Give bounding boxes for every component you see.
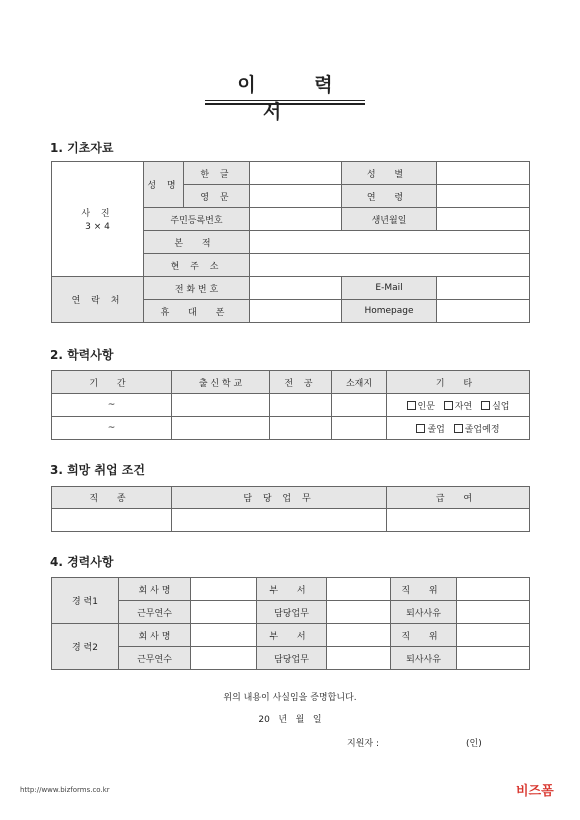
career2-dept-field[interactable] bbox=[327, 624, 391, 647]
korean-name-field[interactable] bbox=[250, 162, 342, 185]
education-school-field[interactable] bbox=[172, 417, 270, 440]
science-option[interactable] bbox=[444, 399, 472, 412]
humanities-label: 인문 bbox=[417, 401, 435, 412]
career1-company-field[interactable] bbox=[191, 578, 257, 601]
education-location-field[interactable] bbox=[332, 417, 387, 440]
email-field[interactable] bbox=[437, 277, 530, 300]
education-header-major: 전 공 bbox=[270, 371, 332, 394]
expected-graduation-label: 졸업예정 bbox=[464, 424, 500, 435]
birth-date-label: 생년월일 bbox=[342, 208, 437, 231]
checkbox-icon[interactable] bbox=[481, 401, 490, 410]
vocational-label: 실업 bbox=[492, 401, 510, 412]
age-label: 연 령 bbox=[342, 185, 437, 208]
career2-position-field[interactable] bbox=[457, 624, 530, 647]
education-period-field[interactable]: ~ bbox=[52, 417, 172, 440]
contact-label: 연 락 처 bbox=[52, 277, 144, 323]
career1-years-field[interactable] bbox=[191, 601, 257, 624]
resident-number-label: 주민등록번호 bbox=[144, 208, 250, 231]
document-title: 이 력 서 bbox=[237, 74, 359, 123]
photo-size-label: 3 × 4 bbox=[85, 222, 110, 232]
vocational-option[interactable] bbox=[481, 399, 509, 412]
career1-reason-field[interactable] bbox=[457, 601, 530, 624]
education-location-field[interactable] bbox=[332, 394, 387, 417]
name-label: 성 명 bbox=[144, 162, 184, 208]
education-track-options bbox=[387, 394, 530, 417]
dept-label: 부 서 bbox=[257, 624, 327, 647]
education-major-field[interactable] bbox=[270, 417, 332, 440]
career2-reason-field[interactable] bbox=[457, 647, 530, 670]
section-education-heading: 2. 학력사항 bbox=[50, 348, 114, 362]
career2-years-field[interactable] bbox=[191, 647, 257, 670]
homepage-field[interactable] bbox=[437, 300, 530, 323]
age-field[interactable] bbox=[437, 185, 530, 208]
duties-label: 담당업무 bbox=[257, 647, 327, 670]
career2-label: 경 력2 bbox=[52, 624, 119, 670]
career1-duties-field[interactable] bbox=[327, 601, 391, 624]
company-label: 회 사 명 bbox=[119, 578, 191, 601]
career2-company-field[interactable] bbox=[191, 624, 257, 647]
birth-date-field[interactable] bbox=[437, 208, 530, 231]
korean-name-label: 한 글 bbox=[184, 162, 250, 185]
graduated-option[interactable] bbox=[416, 422, 444, 435]
section-career-heading: 4. 경력사항 bbox=[50, 555, 114, 569]
years-label: 근무연수 bbox=[119, 647, 191, 670]
career1-position-field[interactable] bbox=[457, 578, 530, 601]
position-label: 직 위 bbox=[391, 624, 457, 647]
reason-label: 퇴사사유 bbox=[391, 601, 457, 624]
photo-label: 사 진 bbox=[81, 209, 114, 219]
education-school-field[interactable] bbox=[172, 394, 270, 417]
desired-header-occupation: 직 종 bbox=[52, 487, 172, 509]
expected-graduation-option[interactable] bbox=[454, 422, 500, 435]
desired-duties-field[interactable] bbox=[172, 509, 387, 532]
science-label: 자연 bbox=[454, 401, 473, 412]
section-desired-job-heading: 3. 희망 취업 조건 bbox=[50, 463, 145, 477]
origin-label: 본 적 bbox=[144, 231, 250, 254]
mobile-field[interactable] bbox=[250, 300, 342, 323]
footer-url[interactable]: http://www.bizforms.co.kr bbox=[20, 786, 110, 794]
mobile-label: 휴 대 폰 bbox=[144, 300, 250, 323]
education-table bbox=[51, 370, 530, 440]
company-label: 회 사 명 bbox=[119, 624, 191, 647]
desired-salary-field[interactable] bbox=[387, 509, 530, 532]
education-header-period: 기 간 bbox=[52, 371, 172, 394]
seal-label: (인) bbox=[466, 739, 482, 749]
desired-header-duties: 담 당 업 무 bbox=[172, 487, 387, 509]
reason-label: 퇴사사유 bbox=[391, 647, 457, 670]
basic-info-table bbox=[51, 161, 530, 323]
english-name-label: 영 문 bbox=[184, 185, 250, 208]
gender-field[interactable] bbox=[437, 162, 530, 185]
position-label: 직 위 bbox=[391, 578, 457, 601]
desired-occupation-field[interactable] bbox=[52, 509, 172, 532]
education-period-field[interactable]: ~ bbox=[52, 394, 172, 417]
checkbox-icon[interactable] bbox=[444, 401, 453, 410]
bizforms-logo: 비즈폼 bbox=[516, 784, 554, 799]
address-field[interactable] bbox=[250, 254, 530, 277]
section-basic-info-heading: 1. 기초자료 bbox=[50, 141, 114, 155]
title-double-underline bbox=[205, 103, 365, 105]
career2-duties-field[interactable] bbox=[327, 647, 391, 670]
english-name-field[interactable] bbox=[250, 185, 342, 208]
applicant-label: 지원자 : bbox=[347, 739, 379, 749]
career1-dept-field[interactable] bbox=[327, 578, 391, 601]
date-line: 20 년 월 일 bbox=[258, 715, 322, 725]
gender-label: 성 별 bbox=[342, 162, 437, 185]
education-header-other: 기 타 bbox=[387, 371, 530, 394]
checkbox-icon[interactable] bbox=[454, 424, 463, 433]
checkbox-icon[interactable] bbox=[407, 401, 416, 410]
education-header-location: 소재지 bbox=[332, 371, 387, 394]
education-status-options bbox=[387, 417, 530, 440]
phone-field[interactable] bbox=[250, 277, 342, 300]
career1-label: 경 력1 bbox=[52, 578, 119, 624]
checkbox-icon[interactable] bbox=[416, 424, 425, 433]
origin-field[interactable] bbox=[250, 231, 530, 254]
graduated-label: 졸업 bbox=[427, 424, 445, 435]
humanities-option[interactable] bbox=[407, 399, 435, 412]
certification-statement: 위의 내용이 사실임을 증명합니다. bbox=[223, 693, 357, 703]
career-table bbox=[51, 577, 530, 670]
homepage-label: Homepage bbox=[342, 300, 437, 323]
desired-header-salary: 급 여 bbox=[387, 487, 530, 509]
phone-label: 전 화 번 호 bbox=[144, 277, 250, 300]
years-label: 근무연수 bbox=[119, 601, 191, 624]
education-header-school: 출 신 학 교 bbox=[172, 371, 270, 394]
resident-number-field[interactable] bbox=[250, 208, 342, 231]
photo-area[interactable] bbox=[52, 162, 144, 277]
desired-job-table bbox=[51, 486, 530, 532]
address-label: 현 주 소 bbox=[144, 254, 250, 277]
title-underline bbox=[205, 100, 365, 101]
email-label: E-Mail bbox=[342, 277, 437, 300]
dept-label: 부 서 bbox=[257, 578, 327, 601]
education-major-field[interactable] bbox=[270, 394, 332, 417]
duties-label: 담당업무 bbox=[257, 601, 327, 624]
